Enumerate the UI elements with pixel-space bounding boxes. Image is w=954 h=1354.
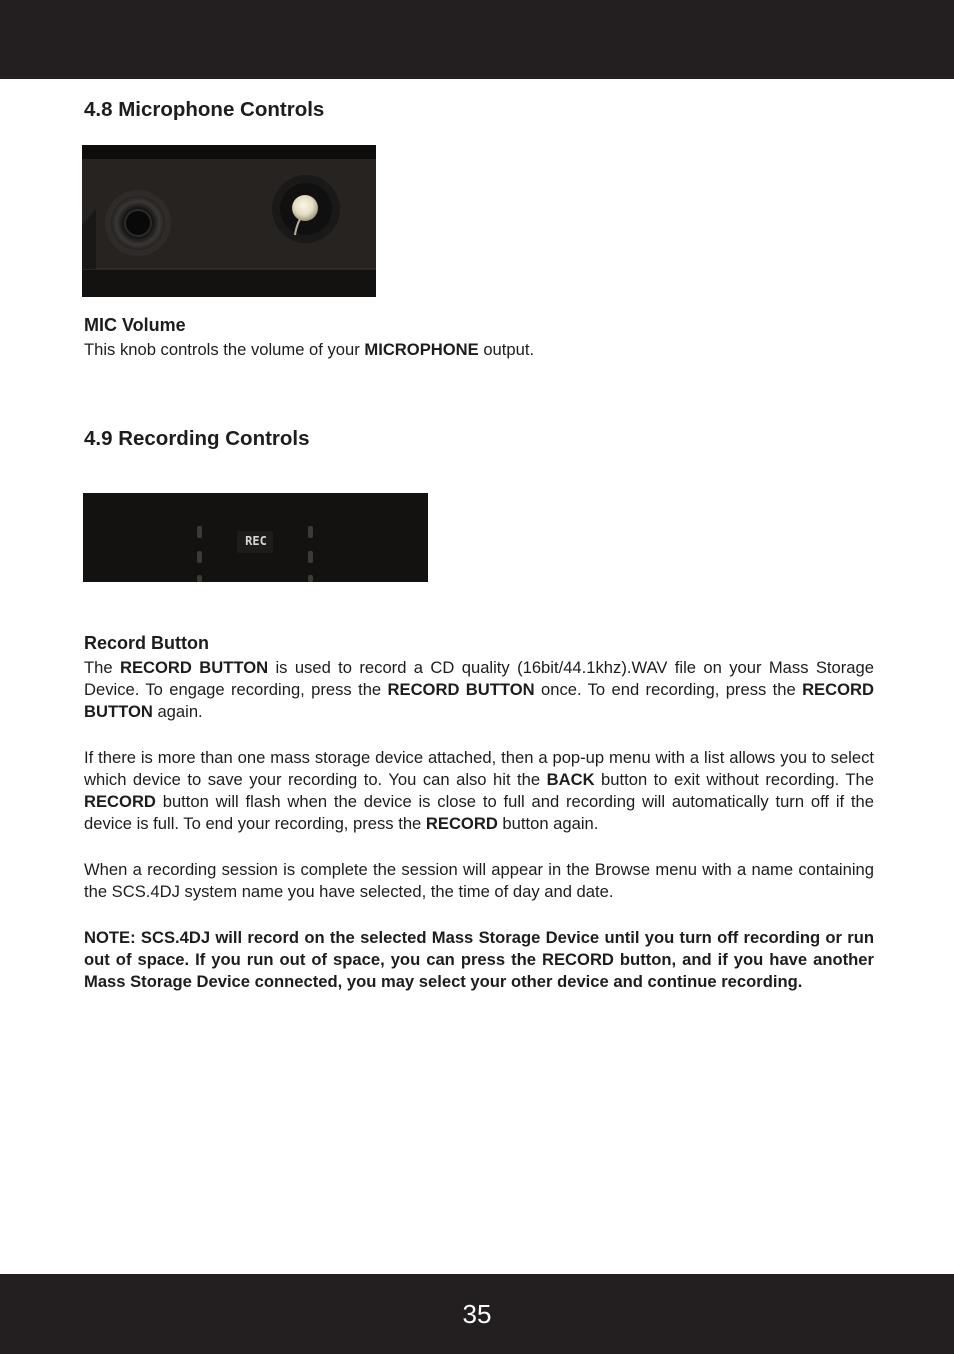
section-heading-recording: 4.9 Recording Controls <box>84 427 310 450</box>
text-run: button will flash when the device is close to full and recording will automatically turn off if the device is full. To end your recording, press the <box>84 792 874 833</box>
text-run: button again. <box>497 814 599 833</box>
mic-volume-heading: MIC Volume <box>84 315 186 335</box>
bold-term: BACK <box>546 770 595 789</box>
bold-term: RECORD <box>84 792 156 811</box>
record-paragraph-2 <box>84 747 874 835</box>
text-run: again. <box>152 702 203 721</box>
bold-term: RECORD BUTTON <box>84 680 874 721</box>
text-run: If there is more than one mass storage device attached, then a pop-up menu with a list allows you to select which device to save your recording to. You can also hit the <box>84 748 874 789</box>
recording-note: NOTE: SCS.4DJ will record on the selected Mass Storage Device until you turn off recording or run out of space. If you run out of space, you can press the RECORD button, and if you have another Mass Storage Device connected, you may select your other device and continue recording. <box>84 928 874 991</box>
record-paragraph-1 <box>84 657 874 723</box>
header-bar <box>0 0 954 79</box>
bold-term: MICROPHONE <box>364 340 479 359</box>
text-run: once. To end recording, press the <box>534 680 803 699</box>
record-paragraph-3 <box>84 859 874 903</box>
mic-controls-photo <box>82 145 376 297</box>
text-run: When a recording session is complete the session will appear in the Browse menu with a name containing the SCS.4DJ system name you have selected, the time of day and date. <box>84 860 874 901</box>
text-run: is used to record a CD quality (16bit/44.1khz).WAV file on your Mass Storage Device. To engage recording, press the <box>84 658 874 699</box>
text-run: The <box>84 658 120 677</box>
bold-term: RECORD <box>425 814 498 833</box>
bold-term: RECORD BUTTON <box>119 658 269 677</box>
page-number: 35 <box>462 1299 492 1329</box>
section-heading-microphone: 4.8 Microphone Controls <box>84 98 325 121</box>
text-run: This knob controls the volume of your <box>84 340 365 359</box>
bold-term: RECORD BUTTON <box>387 680 535 699</box>
text-run: button to exit without recording. The <box>594 770 874 789</box>
record-button: REC <box>245 534 267 548</box>
text-run: output. <box>478 340 535 359</box>
mic-volume-text <box>84 339 874 361</box>
mic-controls-illustration <box>82 145 376 297</box>
record-button-heading: Record Button <box>84 633 209 653</box>
